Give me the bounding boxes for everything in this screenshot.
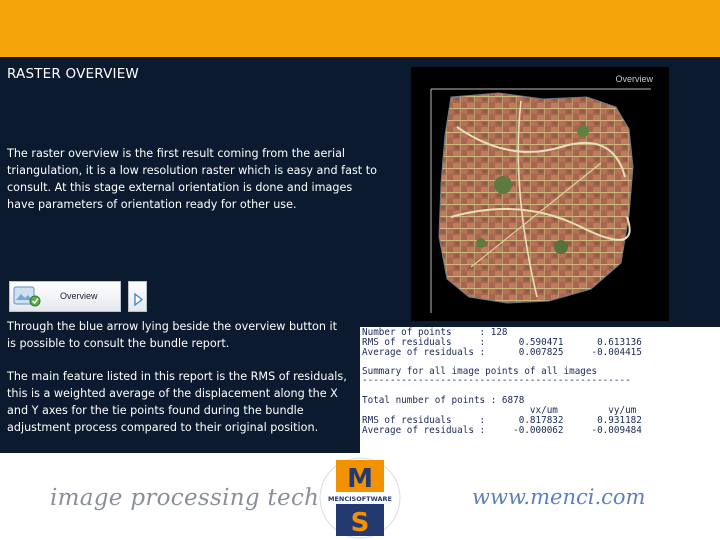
report-line: RMS of residuals : 0.590471 0.613136 — [362, 337, 642, 348]
report-line: Summary for all image points of all images — [362, 366, 598, 377]
overview-map-icon — [13, 285, 47, 313]
report-line: Average of residuals : 0.007825 -0.004415 — [362, 347, 642, 358]
bundle-report-excerpt — [360, 327, 720, 453]
logo-ring-text: MENCISOFTWARE — [328, 495, 392, 503]
overview-panel-title: Overview — [615, 74, 653, 84]
report-line: Total number of points : 6878 — [362, 395, 525, 406]
report-line: RMS of residuals : 0.817832 0.931182 — [362, 415, 642, 426]
menci-software-logo — [316, 456, 404, 540]
bundle-report-arrow-button[interactable] — [128, 281, 147, 312]
logo-letter-s: S — [350, 508, 370, 538]
footer-website: www.menci.com — [472, 485, 646, 509]
overview-button[interactable] — [9, 281, 121, 312]
top-accent-bar — [0, 0, 720, 57]
report-line: Average of residuals : -0.000062 -0.009484 — [362, 425, 642, 436]
overview-panel — [411, 67, 669, 321]
play-arrow-icon — [134, 291, 143, 310]
orthophoto-overview-image — [411, 67, 669, 321]
report-line: ------------------------------------------------ — [362, 375, 631, 386]
intro-paragraph: The raster overview is the first result coming from the aerial triangulation, it is a low resolution raster which is easy and fast to consult. At this stage external orientation is done and images have parameters of orientation ready for other use. — [7, 147, 377, 211]
report-line: vx/um vy/um — [362, 405, 637, 416]
rms-explanation-paragraph: The main feature listed in this report is the RMS of residuals, this is a weighted average of the displacement along the X and Y axes for the tie points found during the bundle adjustment process compared to their original position. — [7, 370, 347, 434]
logo-letter-m: M — [347, 464, 373, 494]
footer-tagline: image processing tech — [50, 485, 320, 511]
report-line: Number of points : 128 — [362, 327, 508, 338]
arrow-explanation-paragraph: Through the blue arrow lying beside the overview button it is possible to consult the bundle report. — [7, 320, 337, 350]
slide-title: RASTER OVERVIEW — [7, 66, 139, 82]
overview-button-label: Overview — [60, 291, 98, 301]
